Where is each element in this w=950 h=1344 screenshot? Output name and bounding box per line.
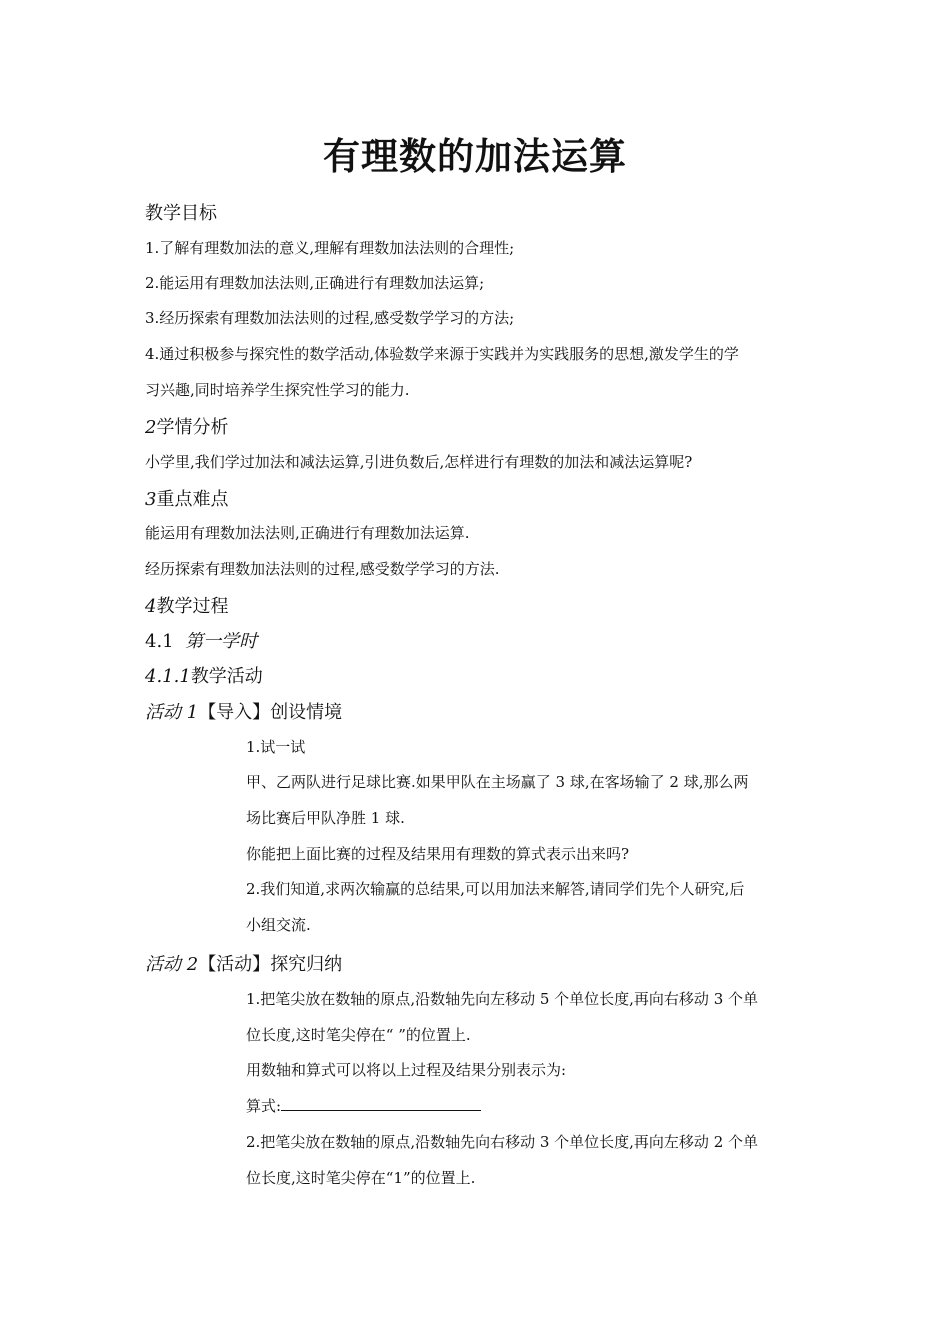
lesson-heading: [145, 627, 257, 653]
analysis-heading: [145, 413, 228, 439]
goal-4-line-1: 4.通过积极参与探究性的数学活动,体验数学来源于实践并为实践服务的思想,激发学生的学: [145, 345, 739, 363]
activity-1-tag: 【导入】: [198, 702, 271, 723]
key-point-2: 经历探索有理数加法法则的过程,感受数学学习的方法.: [145, 560, 500, 578]
activity-1-line-3: 场比赛后甲队净胜 1 球.: [246, 809, 405, 827]
activity-1-line-6: 小组交流.: [246, 916, 311, 934]
activity-2-line-2: 位长度,这时笔尖停在“ ”的位置上.: [246, 1026, 471, 1044]
activity-2-label: 活动 2: [145, 954, 199, 975]
activity-2-line-3: 用数轴和算式可以将以上过程及结果分别表示为:: [246, 1061, 567, 1079]
lesson-label: 第一学时: [185, 631, 258, 652]
formula-label: 算式:: [246, 1097, 282, 1115]
activity-2-line-6: 位长度,这时笔尖停在“1”的位置上.: [246, 1169, 476, 1187]
activity-1-line-5: 2.我们知道,求两次输赢的总结果,可以用加法来解答,请同学们先个人研究,后: [246, 880, 745, 898]
activity-1-label: 活动 1: [145, 702, 199, 723]
goal-2: 2.能运用有理数加法法则,正确进行有理数加法运算;: [145, 274, 485, 292]
activity-section-number: 4.1.1: [145, 666, 191, 687]
key-point-1: 能运用有理数加法法则,正确进行有理数加法运算.: [145, 524, 470, 542]
document-title: 有理数的加法运算: [323, 135, 627, 178]
goal-1: 1.了解有理数加法的意义,理解有理数加法法则的合理性;: [145, 239, 515, 257]
activity-1-line-1: 1.试一试: [246, 738, 306, 756]
activity-section-heading: [145, 662, 263, 688]
activity-1-line-2: 甲、乙两队进行足球比赛.如果甲队在主场赢了 3 球,在客场输了 2 球,那么两: [246, 773, 749, 791]
analysis-number: 2: [145, 417, 157, 438]
analysis-text: 小学里,我们学过加法和减法运算,引进负数后,怎样进行有理数的加法和减法运算呢?: [145, 453, 693, 471]
process-heading-text: 教学过程: [156, 596, 229, 617]
goal-3: 3.经历探索有理数加法法则的过程,感受数学学习的方法;: [145, 309, 515, 327]
key-number: 3: [145, 489, 157, 510]
process-heading: [145, 592, 228, 618]
activity-1-title: 创设情境: [270, 702, 343, 723]
activity-2-title: 探究归纳: [270, 954, 343, 975]
formula-blank: [281, 1096, 481, 1111]
activity-1-heading: [145, 698, 342, 724]
process-number: 4: [145, 596, 157, 617]
activity-2-heading: [145, 950, 342, 976]
activity-1-line-4: 你能把上面比赛的过程及结果用有理数的算式表示出来吗?: [246, 845, 630, 863]
analysis-heading-text: 学情分析: [156, 417, 229, 438]
activity-2-formula: [246, 1095, 481, 1116]
goal-4-line-2: 习兴趣,同时培养学生探究性学习的能力.: [145, 381, 410, 399]
goals-heading: 教学目标: [145, 203, 217, 224]
activity-2-line-1: 1.把笔尖放在数轴的原点,沿数轴先向左移动 5 个单位长度,再向右移动 3 个单: [246, 990, 759, 1008]
lesson-number: 4.1: [145, 631, 180, 652]
activity-section-text: 教学活动: [190, 666, 263, 687]
activity-2-line-5: 2.把笔尖放在数轴的原点,沿数轴先向右移动 3 个单位长度,再向左移动 2 个单: [246, 1133, 759, 1151]
key-heading-text: 重点难点: [156, 489, 229, 510]
activity-2-tag: 【活动】: [198, 954, 271, 975]
key-heading: [145, 485, 228, 511]
